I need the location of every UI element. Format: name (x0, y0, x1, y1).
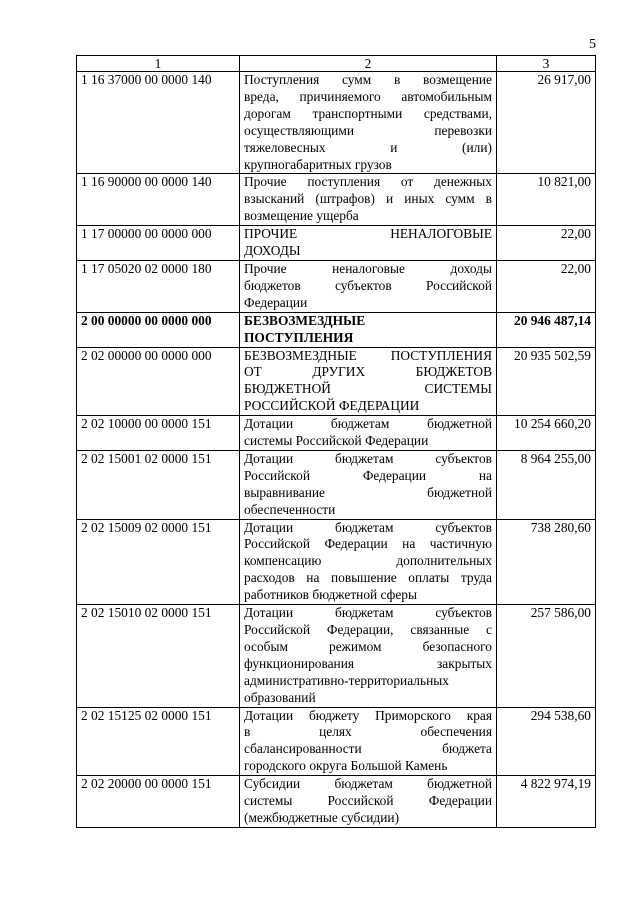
revenue-name-line: Дотации бюджетам субъектов (244, 450, 492, 466)
revenue-name (240, 707, 497, 776)
revenue-amount: 257 586,00 (497, 605, 596, 707)
page-number: 5 (589, 37, 596, 52)
revenue-name-line: Дотации бюджетам бюджетной (244, 416, 492, 432)
column-header-name: 2 (240, 56, 497, 72)
revenue-amount: 738 280,60 (497, 519, 596, 605)
revenue-name-line: БЮДЖЕТНОЙ СИСТЕМЫ (244, 381, 492, 397)
revenue-name-line: взысканий (штрафов) и иных сумм в (244, 191, 492, 207)
revenue-name-line: выравнивание бюджетной (244, 484, 492, 500)
revenue-amount: 22,00 (497, 260, 596, 312)
revenue-name (240, 72, 497, 174)
budget-classification-code: 1 16 90000 00 0000 140 (77, 174, 240, 226)
revenue-name-line: сбалансированности бюджета (244, 741, 492, 757)
revenue-name (240, 174, 497, 226)
budget-classification-code: 2 02 15010 02 0000 151 (77, 605, 240, 707)
table-row (77, 776, 596, 828)
revenue-name-line: функционирования закрытых (244, 655, 492, 671)
revenue-name-line: БЕЗВОЗМЕЗДНЫЕ (244, 312, 366, 328)
revenue-name-line: Субсидии бюджетам бюджетной (244, 776, 492, 792)
table-row (77, 347, 596, 416)
revenue-name-line: ПОСТУПЛЕНИЯ (244, 329, 354, 345)
budget-revenue-table (76, 55, 596, 828)
table-row (77, 707, 596, 776)
revenue-name-line: бюджетов субъектов Российской (244, 277, 492, 293)
revenue-amount: 22,00 (497, 226, 596, 261)
revenue-amount: 20 935 502,59 (497, 347, 596, 416)
revenue-name (240, 776, 497, 828)
revenue-name-line: РОССИЙСКОЙ ФЕДЕРАЦИИ (244, 398, 420, 414)
table-row (77, 450, 596, 519)
revenue-name-line: Поступления сумм в возмещение (244, 72, 492, 87)
revenue-name-line: крупногабаритных грузов (244, 156, 392, 172)
budget-classification-code: 2 02 15125 02 0000 151 (77, 707, 240, 776)
revenue-name-line: Российской Федерации, связанные с (244, 622, 492, 637)
table-row (77, 226, 596, 261)
revenue-name-line: тяжеловесных и (или) (244, 139, 492, 155)
budget-classification-code: 1 17 00000 00 0000 000 (77, 226, 240, 261)
revenue-name-line: БЕЗВОЗМЕЗДНЫЕ ПОСТУПЛЕНИЯ (244, 347, 492, 363)
revenue-name (240, 312, 497, 347)
revenue-amount: 8 964 255,00 (497, 450, 596, 519)
table-row (77, 519, 596, 605)
budget-classification-code: 1 17 05020 02 0000 180 (77, 260, 240, 312)
revenue-name-line: системы Российской Федерации (244, 793, 492, 809)
revenue-name (240, 416, 497, 451)
revenue-name-line: Прочие неналоговые доходы (244, 260, 492, 276)
revenue-name-line: в целях обеспечения (244, 724, 492, 740)
table-row (77, 416, 596, 451)
revenue-name-line: Дотации бюджету Приморского края (244, 707, 492, 723)
budget-classification-code: 2 02 10000 00 0000 151 (77, 416, 240, 451)
revenue-amount: 10 821,00 (497, 174, 596, 226)
revenue-name-line: вреда, причиняемого автомобильным (244, 88, 492, 104)
revenue-name (240, 519, 497, 605)
revenue-name-line: образований (244, 689, 316, 705)
table-row (77, 605, 596, 707)
revenue-name-line: ДОХОДЫ (244, 243, 301, 259)
revenue-name-line: Прочие поступления от денежных (244, 174, 492, 190)
revenue-name (240, 226, 497, 261)
revenue-name-line: Дотации бюджетам субъектов (244, 519, 492, 535)
budget-classification-code: 2 00 00000 00 0000 000 (77, 312, 240, 347)
budget-classification-code: 1 16 37000 00 0000 140 (77, 72, 240, 174)
budget-classification-code: 2 02 15009 02 0000 151 (77, 519, 240, 605)
revenue-name-line: Российской Федерации на (244, 467, 492, 483)
column-header-code: 1 (77, 56, 240, 72)
revenue-name-line: Федерации (244, 294, 308, 310)
revenue-name-line: обеспеченности (244, 501, 336, 517)
revenue-name-line: работников бюджетной сферы (244, 587, 417, 603)
revenue-amount: 10 254 660,20 (497, 416, 596, 451)
revenue-name-line: компенсацию дополнительных (244, 553, 492, 569)
revenue-name (240, 347, 497, 416)
budget-classification-code: 2 02 00000 00 0000 000 (77, 347, 240, 416)
revenue-name-line: Дотации бюджетам субъектов (244, 605, 492, 621)
revenue-name-line: возмещение ущерба (244, 208, 359, 224)
revenue-name-line: системы Российской Федерации (244, 433, 429, 449)
table-header-row (77, 56, 596, 72)
budget-classification-code: 2 02 15001 02 0000 151 (77, 450, 240, 519)
table-row (77, 260, 596, 312)
table-row (77, 312, 596, 347)
budget-classification-code: 2 02 20000 00 0000 151 (77, 776, 240, 828)
revenue-name-line: осуществляющими перевозки (244, 122, 492, 138)
revenue-name-line: расходов на повышение оплаты труда (244, 570, 492, 586)
revenue-name-line: Российской Федерации на частичную (244, 536, 492, 552)
table-body (77, 72, 596, 828)
revenue-amount: 26 917,00 (497, 72, 596, 174)
revenue-name (240, 605, 497, 707)
revenue-amount: 294 538,60 (497, 707, 596, 776)
revenue-amount: 4 822 974,19 (497, 776, 596, 828)
revenue-name-line: особым режимом безопасного (244, 638, 492, 654)
revenue-name-line: ПРОЧИЕ НЕНАЛОГОВЫЕ (244, 226, 492, 242)
table-row (77, 174, 596, 226)
table-row (77, 72, 596, 174)
revenue-name-line: городского округа Большой Камень (244, 758, 448, 774)
column-header-amount: 3 (497, 56, 596, 72)
revenue-amount: 20 946 487,14 (497, 312, 596, 347)
revenue-name-line: (межбюджетные субсидии) (244, 809, 400, 825)
revenue-name (240, 260, 497, 312)
revenue-name (240, 450, 497, 519)
revenue-name-line: дорогам транспортными средствами, (244, 105, 492, 121)
revenue-name-line: административно-территориальных (244, 672, 449, 688)
revenue-name-line: ОТ ДРУГИХ БЮДЖЕТОВ (244, 364, 492, 380)
